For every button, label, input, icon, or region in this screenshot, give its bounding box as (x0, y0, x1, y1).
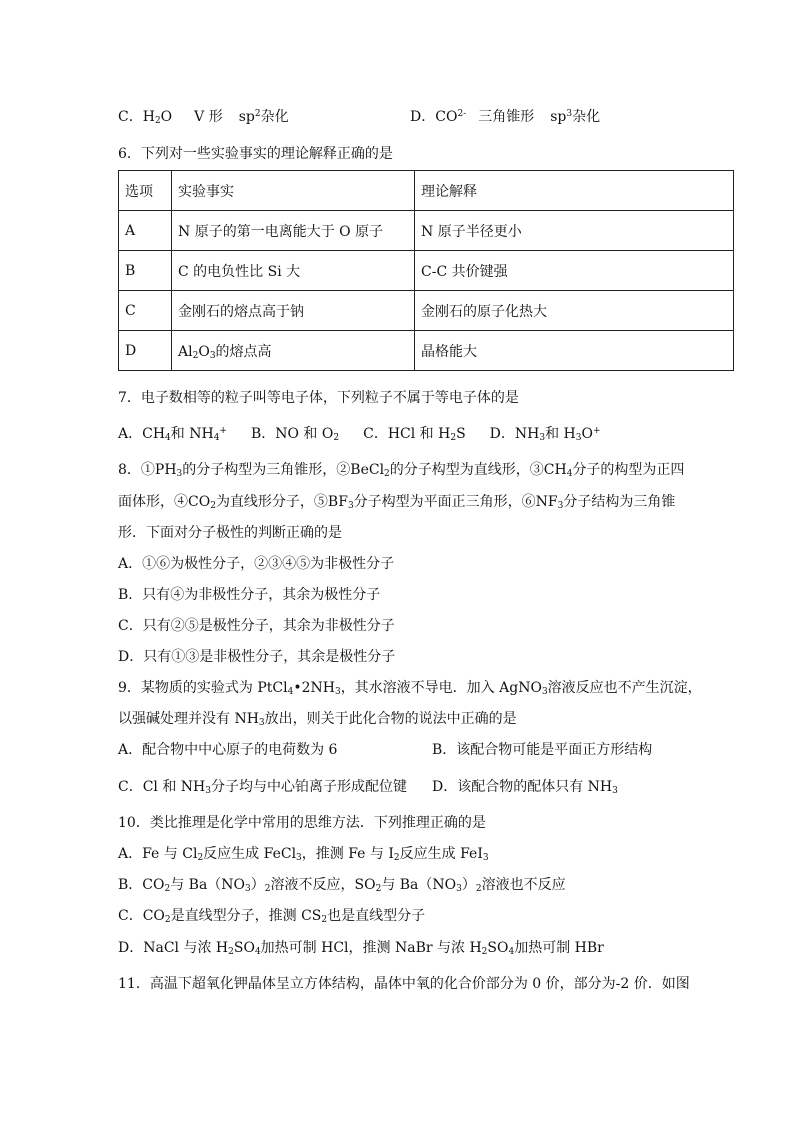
q5-option-c: C．$H_2O$ V 形 $sp^2$杂化 (118, 109, 289, 126)
q8-option-a: A．①⑥为极性分子，②③④⑤为非极性分子 (118, 556, 395, 572)
table-row: A N 原子的第一电离能大于 O 原子 N 原子半径更小 (119, 211, 734, 251)
q9-option-c: C．Cl 和 $NH_3$分子均与中心铂离子形成配位键 (118, 779, 407, 796)
q10-option-d: D．NaCl 与浓 $H_2SO_4$加热可制 HCl，推测 NaBr 与浓 $H_2SO_4$加热可制 HBr (118, 940, 604, 957)
table-row: C 金刚石的熔点高于钠 金刚石的原子化热大 (119, 291, 734, 331)
table-row: D $Al_2O_3$的熔点高 晶格能大 (119, 331, 734, 371)
q8-option-c: C．只有②⑤是极性分子，其余为非极性分子 (118, 618, 395, 634)
q11-stem: 11．高温下超氧化钾晶体呈立方体结构，晶体中氧的化合价部分为 0 价，部分为-2 价．如图 (118, 976, 690, 992)
q8-stem-line2: 面体形，$④CO_2$为直线形分子，$⑤BF_3$分子构型为平面正三角形，$⑥NF_3$分子结构为三角锥 (118, 494, 676, 511)
q6-stem: 6．下列对一些实验事实的理论解释正确的是 (118, 146, 393, 162)
q9-stem-line1: 9．某物质的实验式为 $PtCl_4•2NH_3$，其水溶液不导电．加入 AgNO$_3$溶液反应也不产生沉淀， (118, 680, 702, 697)
q8-option-d: D．只有①③是非极性分子，其余是极性分子 (118, 649, 396, 665)
q5-option-d: D．$CO^{2-}$ 三角锥形 $sp^3$杂化 (410, 109, 601, 125)
header-fact: 实验事实 (172, 171, 415, 211)
q6-table (118, 170, 734, 371)
q9-option-b: B．该配合物可能是平面正方形结构 (432, 742, 653, 758)
header-reason: 理论解释 (415, 171, 734, 211)
table-header-row (119, 171, 734, 211)
q9-option-d: D．该配合物的配体只有 $NH_3$ (432, 779, 618, 796)
q8-option-b: B．只有④为非极性分子，其余为极性分子 (118, 587, 381, 603)
q8-stem-line1: 8．$①PH_3$的分子构型为三角锥形，②BeCl$_2$的分子构型为直线形，$③CH_4$分子的构型为正四 (118, 462, 685, 479)
q7-stem: 7．电子数相等的粒子叫等电子体，下列粒子不属于等电子体的是 (118, 390, 519, 406)
q10-option-b: B．$CO_2$与 $Ba(NO_3)_2$溶液不反应，$SO_2$与 $Ba(NO_3)_2$溶液也不反应 (118, 877, 566, 894)
q8-stem-line3: 形．下面对分子极性的判断正确的是 (118, 525, 342, 541)
q7-options: A．$CH_4$和 $NH_4^+$ B．NO 和 $O_2$ C．HCl 和 $H_2S$ D．$NH_3$和 $H_3O^+$ (118, 426, 601, 443)
q10-stem: 10．类比推理是化学中常用的思维方法．下列推理正确的是 (118, 815, 486, 831)
table-row: B C 的电负性比 Si 大 C-C 共价键强 (119, 251, 734, 291)
q9-option-a: A．配合物中中心原子的电荷数为 6 (118, 742, 338, 758)
q10-option-a: A．Fe 与 $Cl_2$反应生成 FeCl$_3$，推测 Fe 与 $I_2$反应生成 FeI$_3$ (118, 846, 489, 863)
q10-option-c: C．$CO_2$是直线型分子，推测 $CS_2$也是直线型分子 (118, 908, 426, 925)
header-option: 选项 (119, 171, 172, 211)
q9-stem-line2: 以强碱处理并没有 $NH_3$放出，则关于此化合物的说法中正确的是 (118, 711, 517, 728)
